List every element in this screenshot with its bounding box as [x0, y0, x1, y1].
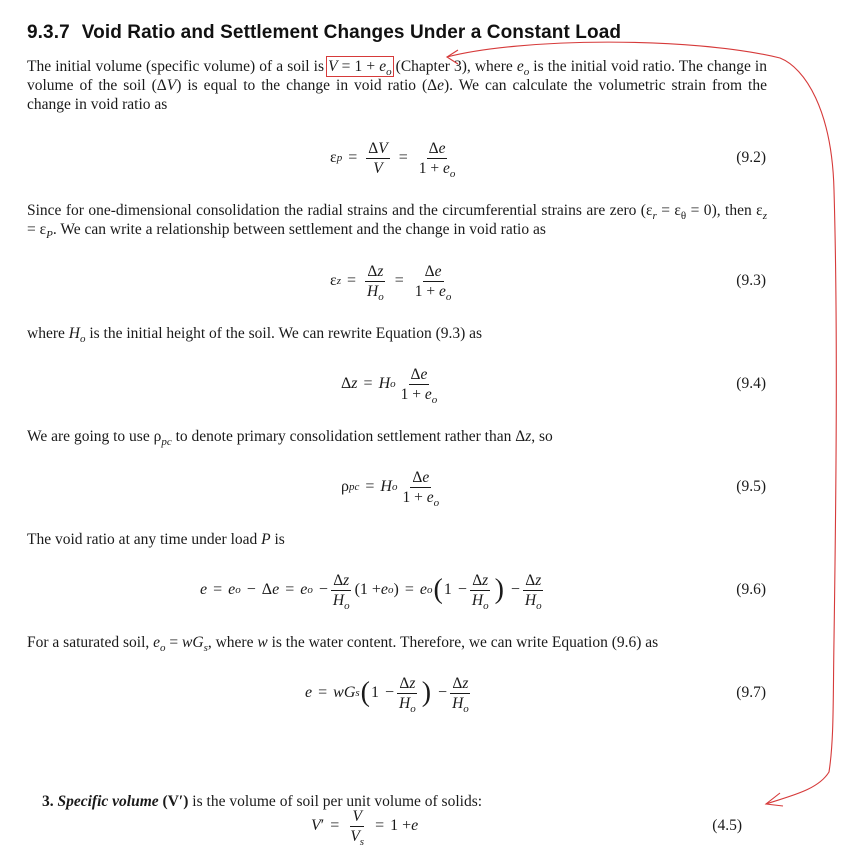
paragraph-intro: The initial volume (specific volume) of a soil is $V = 1 + e_o$ (Chapter 3), where $e_o$ is the initial void ratio. The change in volume of the soil (ΔV) is equal to the change in void ratio (Δe). We can calculate the volumetric strain from the change in void ratio as [27, 58, 767, 113]
equation-number: (9.5) [736, 478, 766, 495]
equation-row [0, 673, 854, 713]
highlighted-formula: $V = 1 + e_o$ [328, 58, 392, 79]
specific-volume-definition: 3. Specific volume (V′) is the volume of soil per unit volume of solids: [42, 793, 483, 810]
equation-number: (9.4) [736, 375, 766, 392]
equation: V ′ = $\frac{V}{V_s}$ = 1 + e [311, 807, 419, 848]
equation: ε z = $\frac{\Delta z}{H_o}$ = $\frac{\Delta e}{1 + e_o}$ [330, 262, 452, 303]
equation-row [0, 364, 854, 404]
paragraph-strain: Since for one-dimensional consolidation the radial strains and the circumferential strains are zero $(\varepsilon_r = \varepsilon_\theta = 0)$, then $\varepsilon_z = \varepsilon_P$. We can write a relationship between settlement and the change in void ratio as [27, 202, 767, 242]
equation-number: (4.5) [712, 817, 742, 834]
equation-row [0, 138, 854, 178]
equation-number: (9.6) [736, 581, 766, 598]
equation: ε p = $\frac{\Delta V}{V}$ = $\frac{\Delta e}{1 + e_o}$ [330, 139, 456, 180]
equation-row [0, 806, 854, 846]
paragraph-saturated: For a saturated soil, $e_o = wG_s$, where w is the water content. Therefore, we can write Equation (9.6) as [27, 634, 659, 655]
equation-number: (9.3) [736, 272, 766, 289]
equation-number: (9.2) [736, 149, 766, 166]
paragraph-height: where $H_o$ is the initial height of the soil. We can rewrite Equation (9.3) as [27, 325, 483, 346]
paragraph-settlement: We are going to use $\rho_{pc}$ to denote primary consolidation settlement rather than Δz, so [27, 428, 553, 449]
equation: e = e o − Δ e = e o − $\frac{\Delta z}{H_o}$ (1 + e o ) = e o ( 1 − $\frac{\Delta z}{H_o}$ ) − $\frac{\Delta z}{H_o}$ [200, 571, 542, 612]
section-number: 9.3.7 [27, 22, 70, 43]
equation-row [0, 261, 854, 301]
equation-number: (9.7) [736, 684, 766, 701]
equation: ρ pc = H o $\frac{\Delta e}{1 + e_o}$ [341, 468, 440, 509]
section-heading [27, 22, 621, 44]
equation: e = wG s ( 1 − $\frac{\Delta z}{H_o}$ ) − $\frac{\Delta z}{H_o}$ [305, 674, 469, 715]
paragraph-void-ratio: The void ratio at any time under load P is [27, 531, 285, 548]
equation-row [0, 467, 854, 507]
equation: Δ z = H o $\frac{\Delta e}{1 + e_o}$ [341, 365, 438, 406]
equation-row [0, 570, 854, 610]
section-title: Void Ratio and Settlement Changes Under a Constant Load [81, 22, 622, 43]
